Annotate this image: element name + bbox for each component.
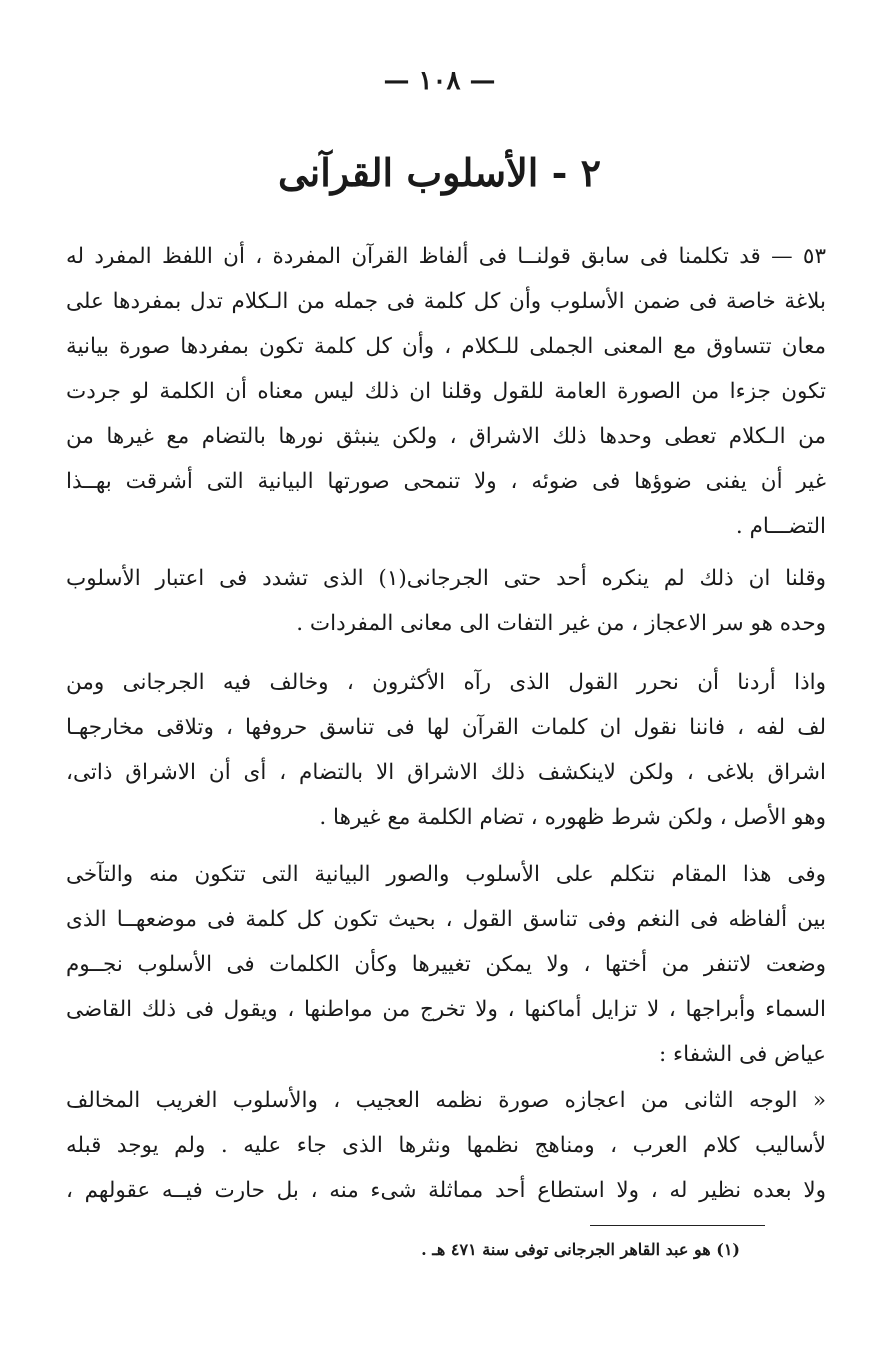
text-line: التضـــام .	[735, 514, 826, 539]
text-line: غير أن يفنى ضوؤها فى ضوئه ، ولا تنمحى صورتها البيانية التى أشرقت بهــذا	[66, 469, 826, 494]
text-line: السماء وأبراجها ، لا تزايل أماكنها ، ولا تخرج من مواطنها ، ويقول فى ذلك القاضى	[66, 997, 826, 1022]
paragraph-1	[66, 234, 826, 549]
text-line: وهو الأصل ، ولكن شرط ظهوره ، تضام الكلمة مع غيرها .	[319, 805, 826, 830]
footnote: (١) هو عبد القاهر الجرجانى توفى سنة ٤٧١ هـ .	[421, 1240, 740, 1259]
paragraph-3	[66, 660, 826, 840]
text-line: اشراق بلاغى ، ولكن لاينكشف ذلك الاشراق الا بالتضام ، أى أن الاشراق ذاتى،	[66, 760, 826, 785]
paragraph-2	[66, 556, 826, 646]
page-number: — ١٠٨ —	[383, 66, 496, 96]
paragraph-4	[66, 852, 826, 1077]
text-line: لأساليب كلام العرب ، ومناهج نظمها ونثرها الذى جاء عليه . ولم يوجد قبله	[66, 1133, 826, 1158]
text-line: ولا بعده نظير له ، ولا استطاع أحد مماثلة شىء منه ، بل حارت فيــه عقولهم ،	[66, 1178, 826, 1203]
text-line: لف لفه ، فاننا نقول ان كلمات القرآن لها فى تناسق حروفها ، وتلاقى مخارجهـا	[66, 715, 826, 740]
text-line: « الوجه الثانى من اعجازه صورة نظمه العجيب ، والأسلوب الغريب المخالف	[66, 1088, 826, 1113]
text-line: وقلنا ان ذلك لم ينكره أحد حتى الجرجانى(١) الذى تشدد فى اعتبار الأسلوب	[66, 566, 826, 591]
text-line: واذا أردنا أن نحرر القول الذى رآه الأكثرون ، وخالف فيه الجرجانى ومن	[66, 670, 826, 695]
text-line: بين ألفاظه فى النغم وفى تناسق القول ، بحيث تكون كل كلمة فى موضعهــا الذى	[66, 907, 826, 932]
footnote-divider	[590, 1225, 765, 1226]
paragraph-5-quote	[66, 1078, 826, 1213]
text-line: ٥٣ — قد تكلمنا فى سابق قولنــا فى ألفاظ القرآن المفردة ، أن اللفظ المفرد له	[66, 244, 826, 269]
text-line: من الـكلام تعطى وحدها ذلك الاشراق ، ولكن ينبثق نورها بالتضام مع غيرها من	[66, 424, 826, 449]
text-line: تكون جزءا من الصورة العامة للقول وقلنا ان ذلك ليس معناه أن الكلمة لو جردت	[66, 379, 826, 404]
text-line: معان تتساوق مع المعنى الجملى للـكلام ، وأن كل كلمة تكون بمفردها صورة بيانية	[66, 334, 826, 359]
text-line: وحده هو سر الاعجاز ، من غير التفات الى معانى المفردات .	[296, 611, 826, 636]
text-line: عياض فى الشفاء :	[658, 1042, 826, 1067]
text-line: وفى هذا المقام نتكلم على الأسلوب والصور البيانية التى تتكون منه والتآخى	[66, 862, 826, 887]
text-line: وضعت لاتنفر من أختها ، ولا يمكن تغييرها وكأن الكلمات فى الأسلوب نجــوم	[66, 952, 826, 977]
text-line: بلاغة خاصة فى ضمن الأسلوب وأن كل كلمة فى جمله من الـكلام تدل بمفردها على	[66, 289, 826, 314]
chapter-title: ٢ - الأسلوب القرآنى	[277, 150, 602, 195]
